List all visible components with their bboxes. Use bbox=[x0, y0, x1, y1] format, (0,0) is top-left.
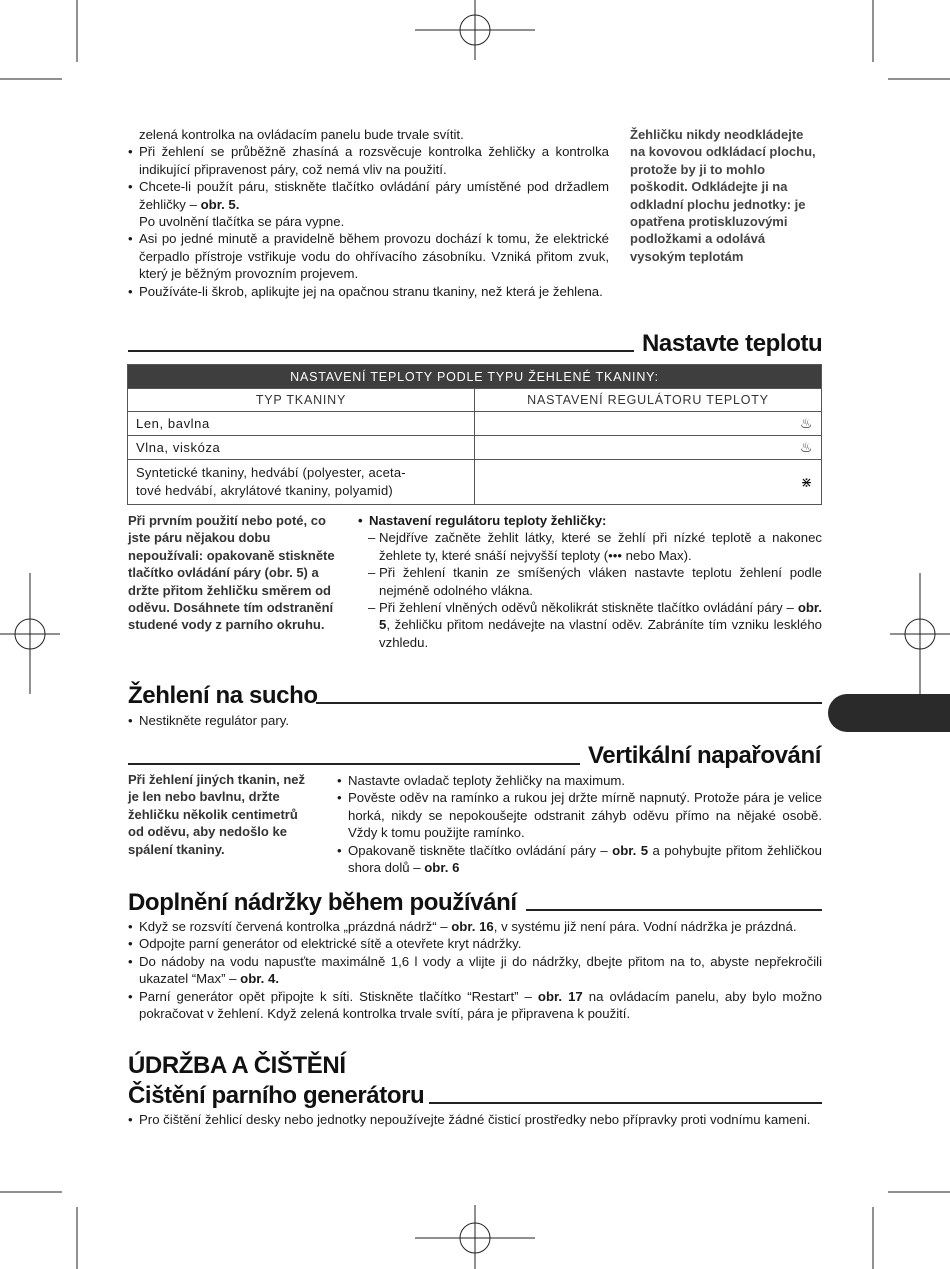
fabric-cell: Len, bavlna bbox=[128, 412, 475, 436]
table-title: NASTAVENÍ TEPLOTY PODLE TYPU ŽEHLENÉ TKANINY: bbox=[128, 365, 822, 389]
vertical-steaming-note: Při žehlení jiných tkanin, než je len nebo bavlnu, držte žehličku několik centimetrů od oděvu, aby nedošlo ke spálení tkaniny. bbox=[128, 772, 305, 857]
refill-text bbox=[128, 918, 822, 1022]
list-item: • Nastavte ovladač teploty žehličky na maximum. bbox=[337, 772, 822, 789]
intro-continuation: zelená kontrolka na ovládacím panelu bude trvale svítit. bbox=[139, 127, 464, 142]
iron-three-dots-icon: ♨ bbox=[799, 415, 813, 431]
cleaning-text bbox=[128, 1111, 822, 1128]
list-item: • Když se rozsvítí červená kontrolka „prázdná nádrž“ – obr. 16, v systému již není pára. Vodní nádržka je prázdná. bbox=[128, 918, 822, 935]
list-item: • Parní generátor opět připojte k síti. Stiskněte tlačítko “Restart” – obr. 17 na ovládacím panelu, aby bylo možno pokračovat v žehlení. Když zelená kontrolka trvale svítí, pára je připravena k použití. bbox=[128, 988, 822, 1023]
column-header-setting: NASTAVENÍ REGULÁTORU TEPLOTY bbox=[475, 389, 822, 412]
heading-rule bbox=[316, 702, 822, 704]
list-item: • Nestikněte regulátor pary. bbox=[128, 712, 822, 729]
heading-rule bbox=[128, 763, 580, 765]
dry-ironing-text bbox=[128, 712, 822, 729]
section-heading-temperature: Nastavte teplotu bbox=[642, 330, 823, 357]
warning-note: Žehličku nikdy neodkládejte na kovovou odkládací plochu, protože by ji to mohlo poškodit. Odkládejte ji na odkladní plochu jednotky: je opatřena protiskluzovými podložkami a odolává vysokým teplotám bbox=[630, 127, 816, 264]
column-header-fabric: TYP TKANINY bbox=[128, 389, 475, 412]
section-heading-cleaning: Čištění parního generátoru bbox=[128, 1082, 425, 1109]
list-item: • Opakovaně tiskněte tlačítko ovládání páry – obr. 5 a pohybujte přitom žehličkou shora dolů – obr. 6 bbox=[337, 842, 822, 877]
maintenance-title: ÚDRŽBA A ČIŠTĚNÍ bbox=[128, 1052, 346, 1079]
heading-rule bbox=[526, 909, 822, 911]
list-item: • Nastavení regulátoru teploty žehličky: bbox=[358, 512, 822, 529]
iron-no-steam-icon: ⋇ bbox=[800, 473, 813, 490]
heading-rule bbox=[429, 1102, 822, 1104]
fabric-cell: Syntetické tkaniny, hedvábí (polyester, aceta- tové hedvábí, akrylátové tkaniny, polyamid) bbox=[128, 460, 475, 505]
list-item: – Nejdříve začněte žehlit látky, které se žehlí při nízké teplotě a nakonec žehlete ty, které snáší nejvyšší teploty (••• nebo Max). bbox=[368, 529, 822, 564]
list-item: • Chcete-li použít páru, stiskněte tlačítko ovládání páry umístěné pod držadlem žehličky – obr. 5. Po uvolnění tlačítka se pára vypne. bbox=[128, 178, 609, 230]
list-item: – Při žehlení tkanin ze smíšených vláken nastavte teplotu žehlení podle nejméně odolného vlákna. bbox=[368, 564, 822, 599]
list-item: • Do nádoby na vodu napusťte maximálně 1,6 l vody a vlijte ji do nádržky, dbejte přitom na to, abyste nepřekročili ukazatel “Max” – obr. 4. bbox=[128, 953, 822, 988]
table-row bbox=[128, 412, 822, 436]
section-heading-refill: Doplnění nádržky během používání bbox=[128, 889, 517, 916]
iron-two-dots-icon: ♨ bbox=[799, 439, 813, 455]
temperature-table bbox=[127, 364, 822, 505]
table-row bbox=[128, 460, 822, 505]
temperature-instructions bbox=[358, 512, 822, 651]
heading-rule bbox=[128, 350, 634, 352]
list-item: • Asi po jedné minutě a pravidelně během provozu dochází k tomu, že elektrické čerpadlo přístroje vstřikuje vodu do ohřívacího zásobníku. Vzniká přitom zvuk, který je běžným provozním projevem. bbox=[128, 230, 609, 282]
list-item: • Při žehlení se průběžně zhasíná a rozsvěcuje kontrolka žehličky a kontrolka indikující připravenost páry, což nemá vliv na použití. bbox=[128, 143, 609, 178]
page-tab-marker bbox=[828, 694, 950, 732]
list-item: • Pro čištění žehlicí desky nebo jednotky nepoužívejte žádné čisticí prostředky nebo přípravky proti vodnímu kameni. bbox=[128, 1111, 822, 1128]
list-item: • Pověste oděv na ramínko a rukou jej držte mírně napnutý. Protože pára je velice horká, nikdy se nepokoušejte odstranit záhyb oděvu přímo na nějaké osobě. Vždy k tomu použijte ramínko. bbox=[337, 789, 822, 841]
list-item: • Odpojte parní generátor od elektrické sítě a otevřete kryt nádržky. bbox=[128, 935, 822, 952]
vertical-steaming-text bbox=[337, 772, 822, 876]
list-item: • Používáte-li škrob, aplikujte jej na opačnou stranu tkaniny, než která je žehlena. bbox=[128, 283, 609, 300]
first-use-note: Při prvním použití nebo poté, co jste páru nějakou dobu nepoužívali: opakovaně stiskněte tlačítko ovládání páry (obr. 5) a držte přitom žehličku směrem od oděvu. Dosáhnete tím odstranění studené vody z parního okruhu. bbox=[128, 513, 335, 633]
intro-block bbox=[128, 126, 609, 300]
section-heading-vertical-steaming: Vertikální napařování bbox=[588, 742, 822, 769]
table-row bbox=[128, 436, 822, 460]
section-heading-dry-ironing: Žehlení na sucho bbox=[128, 682, 318, 709]
list-item: – Při žehlení vlněných oděvů několikrát stiskněte tlačítko ovládání páry – obr. 5, žehličku přitom nedávejte na vlastní oděv. Zabráníte tím vzniku lesklého vzhledu. bbox=[368, 599, 822, 651]
fabric-cell: Vlna, viskóza bbox=[128, 436, 475, 460]
